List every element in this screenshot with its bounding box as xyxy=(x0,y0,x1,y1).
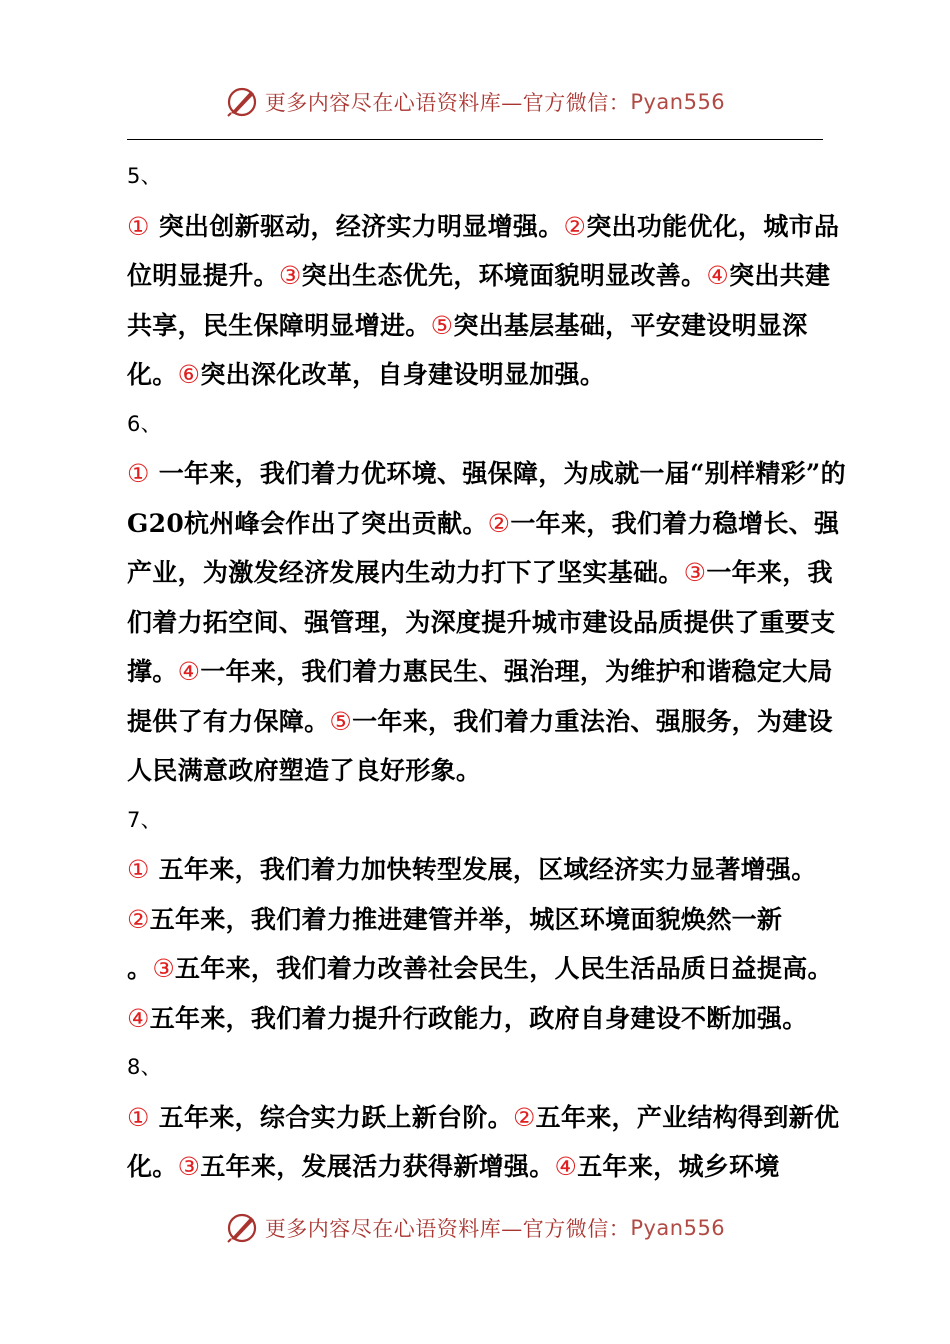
item-text: 五年来，我们着力加快转型发展，区域经济实力显著增强。 xyxy=(149,855,817,884)
document-body xyxy=(127,152,847,1192)
item-text: 五年来，我们着力推进建管并举，城区环境面貌焕然一新 xyxy=(149,904,783,934)
footer-wechat-id: Pyan556 xyxy=(630,1216,726,1240)
section-line xyxy=(127,944,847,994)
item-text: 一年来，我们着力稳增长、强产业，为激发经济发展内生动力打下了坚实基础。 xyxy=(127,508,840,587)
section-paragraph xyxy=(127,202,847,400)
item-text: 一年来，我们着力拓空间、强管理，为深度提升城市建设品质提供了重要支撑。 xyxy=(127,558,836,686)
item-marker: ④ xyxy=(706,261,730,290)
item-marker: ③ xyxy=(152,954,176,983)
section-line xyxy=(127,994,847,1044)
quill-logo-icon xyxy=(225,85,259,119)
item-marker: ② xyxy=(127,904,150,934)
item-marker: ① xyxy=(127,211,150,241)
item-marker: ④ xyxy=(554,1152,578,1181)
header-wechat-id: Pyan556 xyxy=(630,90,726,114)
item-marker: ② xyxy=(487,508,511,538)
section-paragraph xyxy=(127,1093,847,1192)
item-text: 突出创新驱动，经济实力明显增强。 xyxy=(149,211,564,241)
item-text: 突出基层基础，平安建设明显深化。 xyxy=(127,310,808,389)
section-number: 5、 xyxy=(127,164,162,188)
footer-banner-text: 更多内容尽在心语资料库—官方微信： xyxy=(264,1217,631,1241)
item-marker: ⑥ xyxy=(177,360,201,389)
item-marker: ⑤ xyxy=(430,310,454,340)
item-marker: ① xyxy=(127,459,150,488)
item-text: 五年来，发展活力获得新增强。 xyxy=(200,1152,555,1181)
item-text: 突出功能优化，城市品位明显提升。 xyxy=(127,211,840,290)
footer-banner xyxy=(0,1208,950,1248)
item-marker: ⑤ xyxy=(329,706,353,736)
item-text: 一年来，我们着力重法治、强服务，为建设人民满意政府塑造了良好形象。 xyxy=(127,706,833,785)
section-line xyxy=(127,845,847,895)
section-paragraph xyxy=(127,449,847,796)
quill-logo-icon xyxy=(225,1211,259,1245)
item-marker: ④ xyxy=(177,657,201,686)
item-marker: ④ xyxy=(127,1003,150,1033)
header-banner xyxy=(0,82,950,122)
item-text: 五年来，综合实力跃上新台阶。 xyxy=(149,1102,513,1132)
section-line xyxy=(127,895,847,945)
item-text: 一年来，我们着力惠民生、强治理，为维护和谐稳定大局提供了有力保障。 xyxy=(127,657,833,736)
header-banner-text: 更多内容尽在心语资料库—官方微信： xyxy=(264,91,631,115)
item-marker: ① xyxy=(127,1102,150,1132)
item-marker: ③ xyxy=(278,261,302,290)
item-text: 五年来，产业结构得到新优化。 xyxy=(127,1102,840,1181)
item-text: 突出共建共享，民生保障明显增进。 xyxy=(127,261,831,340)
item-text: 一年来，我们着力优环境、强保障，为成就一届“别样精彩”的G20杭州峰会作出了突出贡献。 xyxy=(127,459,846,538)
item-text: 突出生态优先，环境面貌明显改善。 xyxy=(301,261,707,290)
item-marker: ③ xyxy=(177,1152,201,1181)
header-divider xyxy=(127,139,823,140)
item-marker: ① xyxy=(127,855,150,884)
item-text: 五年来，我们着力提升行政能力，政府自身建设不断加强。 xyxy=(149,1003,808,1033)
item-text: 突出深化改革，自身建设明显加强。 xyxy=(200,360,606,389)
item-text: 五年来，我们着力改善社会民生，人民生活品质日益提高。 xyxy=(175,954,833,983)
section-number: 8、 xyxy=(127,1055,162,1079)
item-text: 五年来，城乡环境 xyxy=(577,1152,780,1181)
item-marker: ② xyxy=(512,1102,536,1132)
dangling-period: 。 xyxy=(127,954,153,983)
section-number: 6、 xyxy=(127,411,162,436)
section-number: 7、 xyxy=(127,807,162,832)
item-marker: ③ xyxy=(683,558,707,587)
item-marker: ② xyxy=(563,211,587,241)
